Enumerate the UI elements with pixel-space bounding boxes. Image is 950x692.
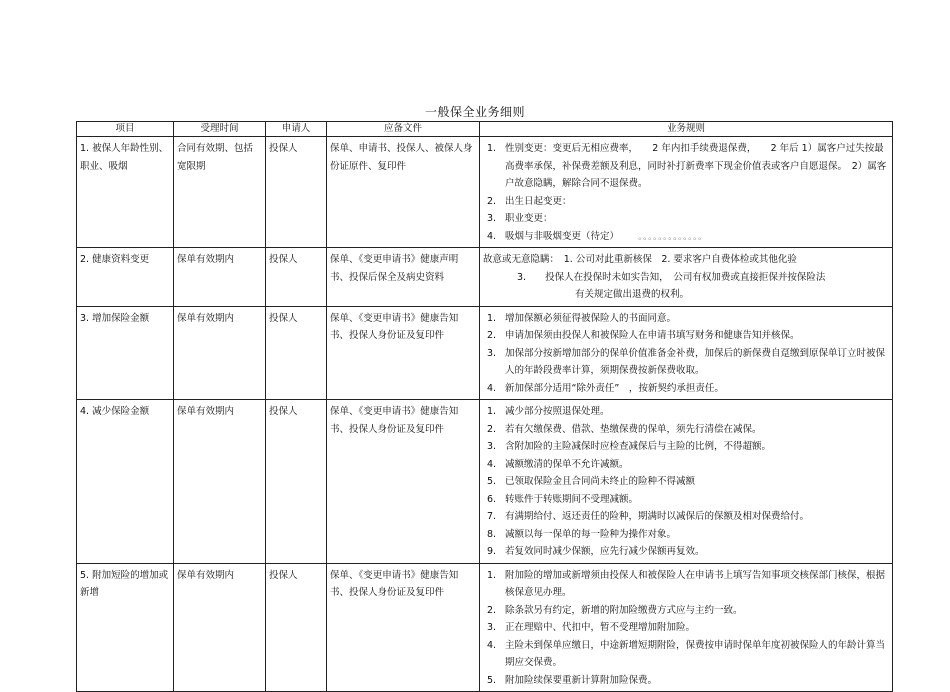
cell-item-text: 3. 增加保险金额 xyxy=(80,312,150,324)
rule-item xyxy=(483,403,889,421)
rule-item xyxy=(483,508,889,526)
cell-rules xyxy=(480,563,893,692)
rule-text: 减额缴清的保单不允许减额。 xyxy=(505,458,629,470)
rule-number: 1. xyxy=(487,143,497,154)
rule-number: 2. xyxy=(487,604,497,616)
cell-rules xyxy=(480,137,893,248)
rule-text: 职业变更： xyxy=(505,213,553,224)
cell-item xyxy=(77,306,174,400)
rule-text: 减额以每一保单的每一险种为操作对象。 xyxy=(505,528,677,540)
cell-rules xyxy=(480,400,893,564)
table-row xyxy=(77,563,893,692)
cell-time xyxy=(174,563,266,692)
rule-number: 3. xyxy=(487,441,497,452)
rule-number: 6. xyxy=(487,493,497,505)
rule-item xyxy=(483,345,889,380)
rule-number: 4. xyxy=(487,458,497,470)
rules-list xyxy=(483,310,889,398)
rule-number: 3. xyxy=(487,213,497,224)
rule-text: 已领取保险金且合同尚未终止的险种不得减额 xyxy=(505,476,696,487)
cell-rules xyxy=(480,306,893,400)
rule-item xyxy=(483,567,889,602)
cell-docs xyxy=(327,137,480,248)
cell-item-text: 1. 被保人年龄性别、职业、吸烟 xyxy=(80,143,169,172)
cell-docs-text: 保单、《变更申请书》健康告知书、投保人身份证及复印件 xyxy=(330,406,459,435)
rule-item xyxy=(483,210,889,228)
rule-item xyxy=(483,421,889,439)
rule-item xyxy=(483,327,889,345)
rule-text: 新加保部分适用“除外责任” ，按新契约承担责任。 xyxy=(505,382,724,394)
rule-text: 若有欠缴保费、借款、垫缴保费的保单，须先行清偿在减保。 xyxy=(505,423,762,435)
table-row xyxy=(77,248,893,307)
rule-number: 2. xyxy=(487,330,497,341)
rule-text: 增加保额必须征得被保险人的书面同意。 xyxy=(505,312,677,324)
cell-applicant-text: 投保人 xyxy=(269,312,298,324)
cell-time xyxy=(174,306,266,400)
rule-text: 加保部分按新增加部分的保单价值准备金补费，加保后的新保费自趸缴到原保单订立时被保人的年龄段费率计算，须期保费按新保费收取。 xyxy=(505,347,886,376)
cell-time-text: 保单有效期内 xyxy=(177,254,235,265)
cell-item xyxy=(77,400,174,564)
cell-item-text: 5. 附加短险的增加或新增 xyxy=(80,569,169,598)
rule-number: 3. xyxy=(487,622,497,633)
header-docs: 应备文件 xyxy=(327,122,480,137)
rule-item xyxy=(483,456,889,474)
cell-applicant xyxy=(266,137,327,248)
cell-applicant-text: 投保人 xyxy=(269,143,298,154)
rule-line: 有关规定做出退费的权利。 xyxy=(575,289,690,300)
rule-item xyxy=(483,491,889,509)
rule-number: 1. xyxy=(487,406,497,417)
cell-applicant-text: 投保人 xyxy=(269,254,298,265)
rule-number: 2. xyxy=(487,423,497,435)
rule-number: 1. xyxy=(487,569,497,581)
rule-number: 5. xyxy=(487,674,497,686)
table-row xyxy=(77,400,893,564)
rule-number: 4. xyxy=(487,230,497,242)
header-applicant: 申请人 xyxy=(266,122,327,137)
rule-item xyxy=(483,473,889,491)
rule-line: 故意或无意隐瞒： 1. 公司对此重新核保 2. 要求客户自费体检或其他化验 xyxy=(483,254,797,265)
cell-time xyxy=(174,400,266,564)
cell-time-text: 合同有效期、包括宽限期 xyxy=(177,143,254,172)
cell-item xyxy=(77,563,174,692)
cell-time xyxy=(174,248,266,307)
header-item: 项目 xyxy=(77,122,174,137)
rule-item xyxy=(483,438,889,456)
rule-text: 若复效同时减少保额，应先行减少保额再复效。 xyxy=(505,546,705,557)
rule-item xyxy=(483,193,889,211)
table-row xyxy=(77,137,893,248)
cell-item-text: 4. 减少保险金额 xyxy=(80,406,150,417)
cell-time-text: 保单有效期内 xyxy=(177,406,235,417)
rule-item xyxy=(483,310,889,328)
cell-docs xyxy=(327,563,480,692)
cell-docs xyxy=(327,400,480,564)
business-rules-table xyxy=(76,121,893,692)
table-header-row xyxy=(77,122,893,137)
cell-docs xyxy=(327,248,480,307)
rule-text: 正在理赔中、代扣中，暂不受理增加附加险。 xyxy=(505,622,696,633)
rule-number: 4. xyxy=(487,639,497,651)
rule-item xyxy=(483,619,889,637)
rule-number: 4. xyxy=(487,382,497,394)
rule-text: 申请加保须由投保人和被保险人在申请书填写财务和健康告知并核保。 xyxy=(505,330,800,341)
cell-docs xyxy=(327,306,480,400)
cell-docs-text: 保单、《变更申请书》健康声明书、投保后保全及病史资料 xyxy=(330,254,459,283)
rule-item xyxy=(483,637,889,672)
cell-docs-text: 保单、《变更申请书》健康告知书、投保人身份证及复印件 xyxy=(330,569,459,598)
document-title: 一般保全业务细则 xyxy=(424,105,525,119)
dotted-leader: 。。。。。。。。。。。。。 xyxy=(638,231,708,241)
cell-applicant-text: 投保人 xyxy=(269,406,298,417)
rule-number: 8. xyxy=(487,528,497,540)
rule-number: 2. xyxy=(487,195,497,207)
cell-applicant xyxy=(266,400,327,564)
rules-list xyxy=(483,403,889,561)
rule-text: 减少部分按照退保处理。 xyxy=(505,406,610,417)
rule-text: 附加险的增加或新增须由投保人和被保险人在申请书上填写告知事项交核保部门核保，根据核保意见办理。 xyxy=(505,569,886,598)
rule-number: 9. xyxy=(487,546,497,557)
rules-list xyxy=(483,140,889,245)
cell-rules xyxy=(480,248,893,307)
rule-number: 7. xyxy=(487,511,497,522)
rule-text: 附加险续保要重新计算附加险保费。 xyxy=(505,674,658,686)
cell-time xyxy=(174,137,266,248)
rules-list xyxy=(483,567,889,690)
table-row xyxy=(77,306,893,400)
cell-item xyxy=(77,137,174,248)
rule-item xyxy=(483,672,889,690)
rule-number: 5. xyxy=(487,476,497,487)
rule-item xyxy=(483,526,889,544)
rule-text: 主险未到保单应缴日，中途新增短期附险，保费按申请时保单年度初被保险人的年龄计算当期应交保费。 xyxy=(505,639,886,668)
rule-text: 性别变更：变更后无相应费率， 2 年内扣手续费退保费， 2 年后 1）属客户过失按最高费率承保，补保费差额及利息，同时补打新费率下现金价值表或客户自愿退保。 2）属客户故意隐瞒，解除合同不退保费。 xyxy=(505,143,887,189)
cell-applicant xyxy=(266,306,327,400)
rule-item xyxy=(483,140,889,193)
cell-docs-text: 保单、申请书、投保人、被保人身份证原件、复印件 xyxy=(330,143,473,172)
cell-applicant-text: 投保人 xyxy=(269,569,298,581)
rule-text: 含附加险的主险减保时应检查减保后与主险的比例，不得超额。 xyxy=(505,441,772,452)
rule-item xyxy=(483,380,889,398)
rule-text: 转账件于转账期间不受理减额。 xyxy=(505,493,639,505)
cell-docs-text: 保单、《变更申请书》健康告知书、投保人身份证及复印件 xyxy=(330,312,459,341)
cell-time-text: 保单有效期内 xyxy=(177,312,235,324)
rule-text: 有满期给付、返还责任的险种，期满时以减保后的保额及相对保费给付。 xyxy=(505,511,810,522)
rule-text: 出生日起变更： xyxy=(505,195,572,207)
cell-time-text: 保单有效期内 xyxy=(177,569,235,581)
rule-item xyxy=(483,228,889,246)
rule-text: 吸烟与非吸烟变更（待定） xyxy=(505,230,615,242)
rule-item xyxy=(483,543,889,561)
rule-number: 3. xyxy=(487,347,497,359)
rule-item xyxy=(483,602,889,620)
rule-text: 除条款另有约定，新增的附加险缴费方式应与主约一致。 xyxy=(505,604,743,616)
cell-item-text: 2. 健康资料变更 xyxy=(80,254,150,265)
rule-number: 1. xyxy=(487,312,497,324)
header-rules: 业务规则 xyxy=(480,122,893,137)
cell-applicant xyxy=(266,248,327,307)
cell-applicant xyxy=(266,563,327,692)
cell-item xyxy=(77,248,174,307)
header-time: 受理时间 xyxy=(174,122,266,137)
rule-line: 3. 投保人在投保时未如实告知， 公司有权加费或直接拒保并按保险法 xyxy=(517,271,826,283)
